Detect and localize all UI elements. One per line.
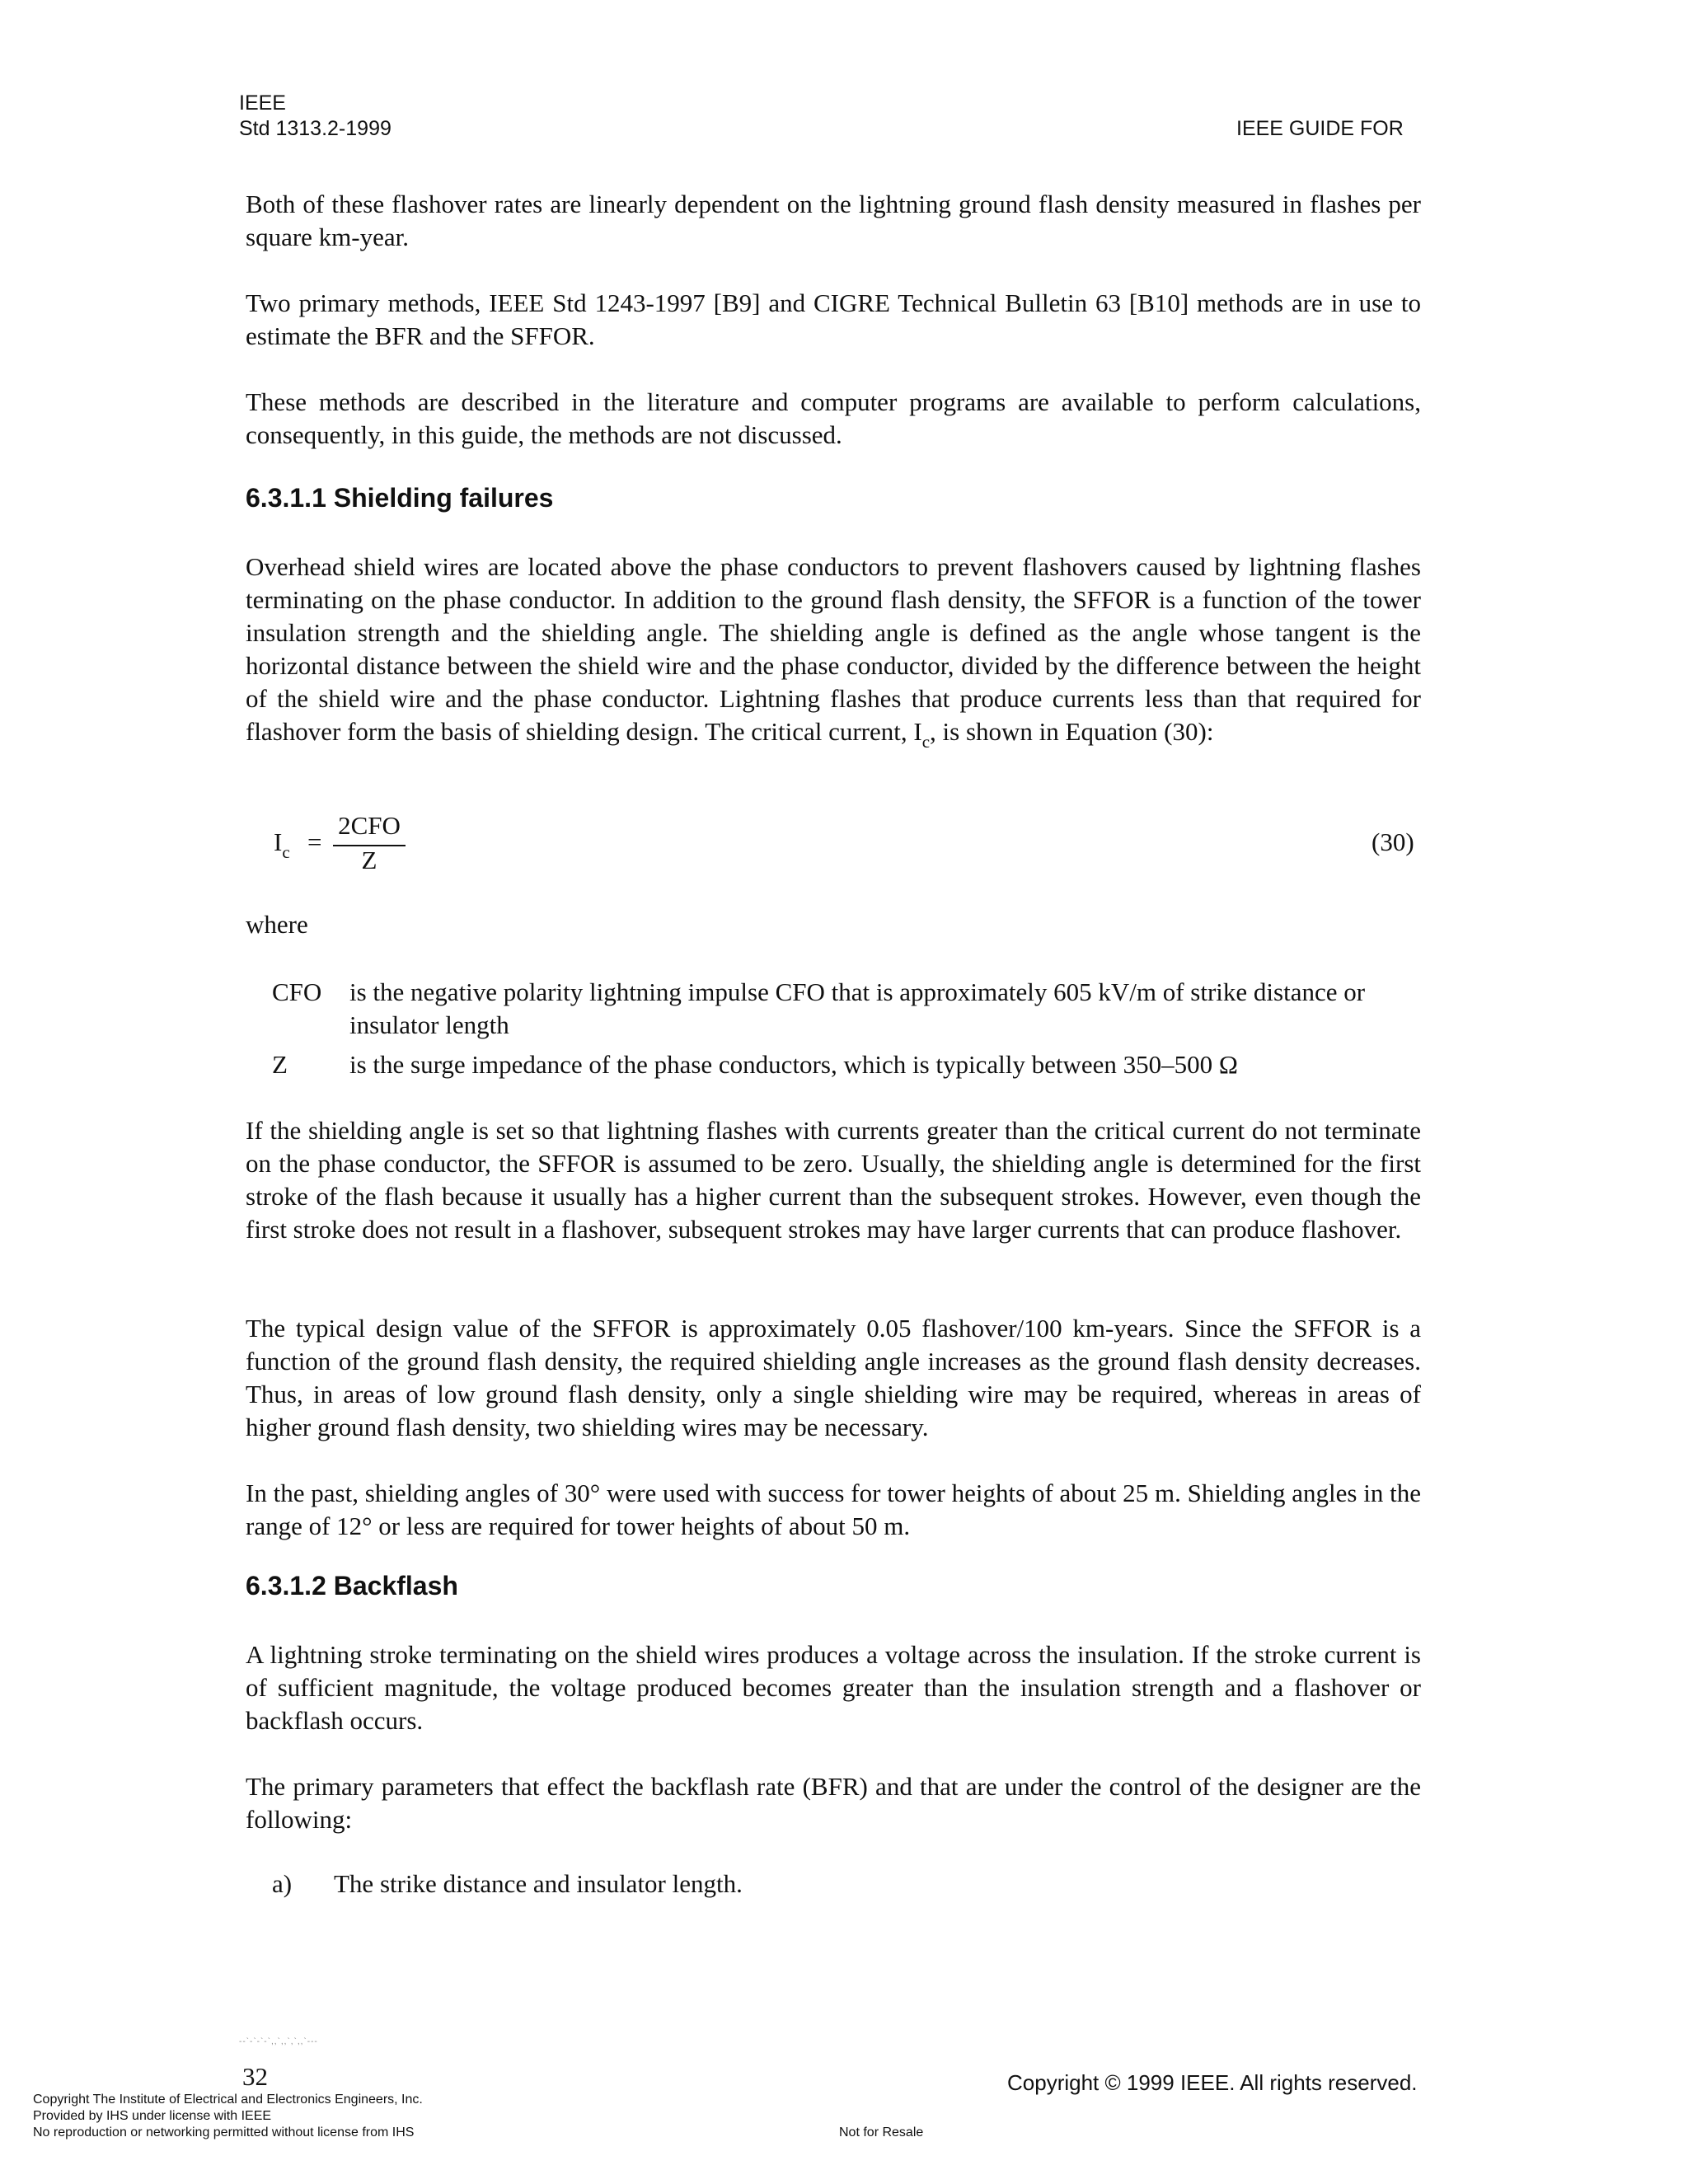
definition-text-cfo: is the negative polarity lightning impulse CFO that is approximately 605 kV/m of strike distance or insulator length	[349, 977, 1366, 1039]
paragraph-primary-parameters: The primary parameters that effect the backflash rate (BFR) and that are under the control of the designer are the following:	[246, 1772, 1421, 1834]
not-for-resale: Not for Resale	[839, 2125, 924, 2139]
license-notice	[33, 2092, 423, 2141]
equation-lhs-subscript: c	[282, 842, 290, 862]
equation-denominator: Z	[361, 846, 377, 874]
license-line-1: Copyright The Institute of Electrical and Electronics Engineers, Inc.	[33, 2093, 423, 2107]
header-publisher: IEEE	[239, 91, 286, 115]
paragraph-flashover-rates: Both of these flashover rates are linearly dependent on the lightning ground flash density measured in flashes per square km-year.	[246, 190, 1421, 251]
equation-equals: =	[307, 827, 322, 856]
paragraph-lightning-stroke: A lightning stroke terminating on the shield wires produces a voltage across the insulation. If the stroke current is of sufficient magnitude, the voltage produced becomes greater than the insulation strength and a flashover or backflash occurs.	[246, 1640, 1421, 1735]
paragraph-shield-wires	[246, 551, 1421, 752]
equation-numerator: 2CFO	[338, 811, 401, 840]
page-number: 32	[242, 2062, 268, 2091]
definition-text-z: is the surge impedance of the phase conductors, which is typically between 350–500 Ω	[349, 1050, 1238, 1079]
paragraph-primary-methods: Two primary methods, IEEE Std 1243-1997 [B9] and CIGRE Technical Bulletin 63 [B10] methods are in use to estimate the BFR and the SFFOR.	[246, 288, 1421, 350]
copyright-notice: Copyright © 1999 IEEE. All rights reserved.	[1007, 2070, 1418, 2095]
section-heading-shielding-failures: 6.3.1.1 Shielding failures	[246, 483, 554, 513]
header-standard-number: Std 1313.2-1999	[239, 117, 392, 140]
equation-lhs-symbol: I	[274, 827, 283, 856]
definition-term-cfo: CFO	[272, 977, 322, 1006]
header-left	[239, 91, 392, 142]
shield-wires-text-end: , is shown in Equation (30):	[930, 717, 1214, 746]
paragraph-methods-described: These methods are described in the literature and computer programs are available to perform calculations, consequently, in this guide, the methods are not discussed.	[246, 387, 1421, 449]
header-guide-title: IEEE GUIDE FOR	[1236, 117, 1404, 140]
list-item-marker: a)	[272, 1869, 293, 1898]
where-label: where	[246, 910, 308, 939]
paragraph-past-shielding-angles: In the past, shielding angles of 30° were used with success for tower heights of about 25 m. Shielding angles in the range of 12° or less are required for tower heights of about 50 m.	[246, 1479, 1421, 1540]
paragraph-typical-design-value: The typical design value of the SFFOR is approximately 0.05 flashover/100 km-years. Since the SFFOR is a function of the ground flash density, the required shielding angle increases as the ground flash density decreases. Thus, in areas of low ground flash density, only a single shielding wire may be required, whereas in areas of higher ground flash density, two shielding wires may be necessary.	[246, 1314, 1421, 1441]
shield-wires-text: Overhead shield wires are located above the phase conductors to prevent flashovers caused by lightning flashes terminating on the phase conductor. In addition to the ground flash density, the SFFOR is a function of the tower insulation strength and the shielding angle. The shielding angle is defined as the angle whose tangent is the horizontal distance between the shield wire and the phase conductor, divided by the difference between the height of the shield wire and the phase conductor. Lightning flashes that produce currents less than that required for flashover form the basis of shielding design. The critical current, I	[246, 552, 1421, 746]
license-line-3: No reproduction or networking permitted without license from IHS	[33, 2125, 415, 2139]
license-line-2: Provided by IHS under license with IEEE	[33, 2109, 272, 2123]
list-item-text: The strike distance and insulator length.	[334, 1869, 743, 1898]
paragraph-shielding-angle: If the shielding angle is set so that lightning flashes with currents greater than the critical current do not terminate on the phase conductor, the SFFOR is assumed to be zero. Usually, the shielding angle is determined for the first stroke of the flash because it usually has a higher current than the subsequent strokes. However, even though the first stroke does not result in a flashover, subsequent strokes may have larger currents that can produce flashover.	[246, 1116, 1421, 1244]
critical-current-subscript: c	[921, 732, 931, 752]
scan-marks: --`-`-`-`,,`,,`,`,,`---	[239, 2037, 318, 2046]
equation-lhs	[274, 827, 290, 862]
section-heading-backflash: 6.3.1.2 Backflash	[246, 1571, 458, 1601]
definition-term-z: Z	[272, 1050, 288, 1079]
equation-number: (30)	[1372, 827, 1414, 856]
